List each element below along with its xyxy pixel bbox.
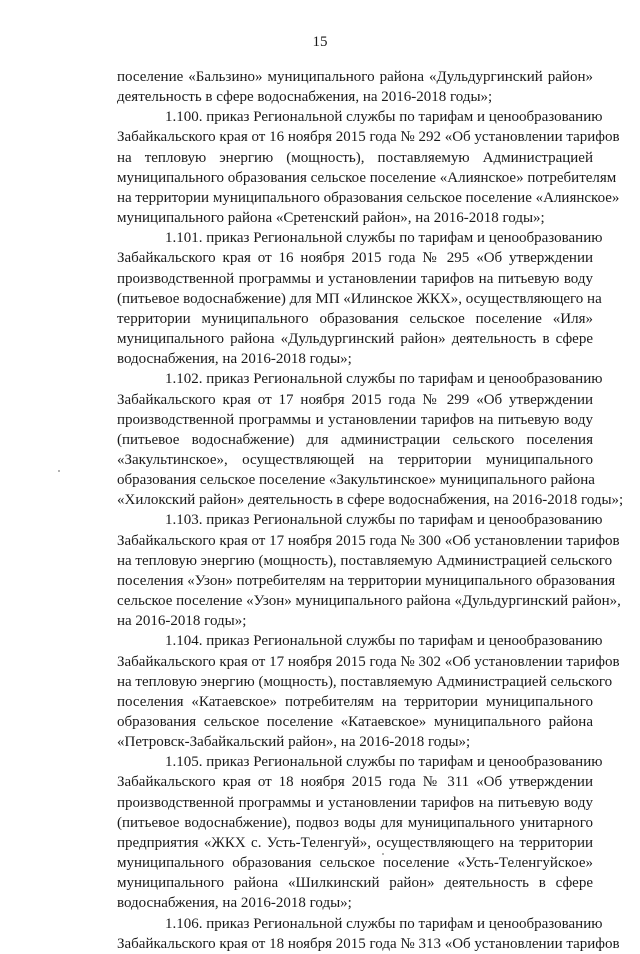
text-line: Забайкальского края от 17 ноября 2015 года № 302 «Об установлении тарифов bbox=[117, 653, 620, 670]
text-line: поселения «Узон» потребителям на территории муниципального образования bbox=[117, 572, 616, 589]
text-line: производственной программы и установлении тарифов на питьевую воду bbox=[117, 794, 593, 811]
text-line: сельское поселение «Узон» муниципального района «Дульдургинский район», bbox=[117, 593, 621, 610]
text-line: водоснабжения, на 2016-2018 годы»; bbox=[117, 351, 352, 368]
document-body bbox=[117, 67, 624, 954]
text-line: Забайкальского края от 16 ноября 2015 года № 292 «Об установлении тарифов bbox=[117, 129, 620, 146]
text-line: 1.103. приказ Региональной службы по тарифам и ценообразованию bbox=[165, 512, 603, 529]
page-number: 15 bbox=[312, 34, 328, 50]
text-line: на тепловую энергию (мощность), поставляемую Администрацией сельского bbox=[117, 673, 613, 690]
paragraph bbox=[117, 914, 620, 954]
text-line: муниципального образования сельское поселение «Алиянское» потребителям bbox=[117, 169, 617, 186]
text-line: 1.101. приказ Региональной службы по тарифам и ценообразованию bbox=[165, 230, 603, 247]
text-line: Забайкальского края от 16 ноября 2015 года № 295 «Об утверждении bbox=[117, 250, 593, 267]
text-line: 1.106. приказ Региональной службы по тарифам и ценообразованию bbox=[165, 915, 603, 932]
paragraph bbox=[117, 107, 620, 228]
text-line: поселения «Катаевское» потребителям на территории муниципального bbox=[117, 693, 593, 710]
text-line: образования сельское поселение «Закультинское» муниципального района bbox=[117, 472, 595, 489]
text-line: предприятия «ЖКХ с. Усть-Теленгуй», осуществляющего на территории bbox=[117, 834, 593, 851]
text-line: 1.104. приказ Региональной службы по тарифам и ценообразованию bbox=[165, 633, 603, 650]
text-line: (питьевое водоснабжение) для администрации сельского поселения bbox=[117, 431, 593, 448]
text-line: 1.102. приказ Региональной службы по тарифам и ценообразованию bbox=[165, 371, 603, 388]
text-line: водоснабжения, на 2016-2018 годы»; bbox=[117, 895, 352, 912]
paragraph bbox=[117, 67, 593, 107]
text-line: Забайкальского края от 18 ноября 2015 года № 313 «Об установлении тарифов bbox=[117, 935, 620, 952]
text-line: на территории муниципального образования сельское поселение «Алиянское» bbox=[117, 189, 620, 206]
scan-speck bbox=[382, 853, 384, 855]
paragraph bbox=[117, 510, 621, 631]
text-line: Забайкальского края от 18 ноября 2015 года № 311 «Об утверждении bbox=[117, 774, 593, 791]
text-line: «Хилокский район» деятельность в сфере водоснабжения, на 2016-2018 годы»; bbox=[117, 492, 624, 509]
text-line: на тепловую энергию (мощность), поставляемую Администрацией сельского bbox=[117, 552, 613, 569]
text-line: 1.100. приказ Региональной службы по тарифам и ценообразованию bbox=[165, 109, 603, 126]
text-line: «Петровск-Забайкальский район», на 2016-2018 годы»; bbox=[117, 734, 471, 751]
scan-speck bbox=[58, 470, 60, 472]
text-line: 1.105. приказ Региональной службы по тарифам и ценообразованию bbox=[165, 754, 603, 771]
text-line: производственной программы и установлении тарифов на питьевую воду bbox=[117, 411, 593, 428]
text-line: (питьевое водоснабжение) для МП «Илинское ЖКХ», осуществляющего на bbox=[117, 290, 602, 307]
text-line: муниципального района «Шилкинский район» деятельность в сфере bbox=[117, 875, 593, 892]
text-line: образования сельское поселение «Катаевское» муниципального района bbox=[117, 714, 593, 730]
text-line: на 2016-2018 годы»; bbox=[117, 613, 247, 630]
text-line: муниципального района «Дульдургинский район» деятельность в сфере bbox=[117, 331, 593, 348]
text-line: муниципального образования сельское поселение «Усть-Теленгуйское» bbox=[117, 855, 593, 872]
paragraph bbox=[117, 228, 603, 369]
text-line: территории муниципального образования сельское поселение «Иля» bbox=[117, 310, 593, 327]
text-line: деятельность в сфере водоснабжения, на 2016-2018 годы»; bbox=[117, 89, 493, 106]
text-line: поселение «Бальзино» муниципального района «Дульдургинский район» bbox=[117, 69, 593, 85]
paragraph bbox=[117, 369, 624, 510]
paragraph bbox=[117, 752, 603, 913]
text-line: производственной программы и установлении тарифов на питьевую воду bbox=[117, 270, 593, 287]
text-line: на тепловую энергию (мощность), поставляемую Администрацией bbox=[117, 149, 593, 166]
text-line: (питьевое водоснабжение), подвоз воды для муниципального унитарного bbox=[117, 814, 593, 831]
text-line: Забайкальского края от 17 ноября 2015 года № 300 «Об установлении тарифов bbox=[117, 532, 620, 549]
text-line: «Закультинское», осуществляющей на территории муниципального bbox=[117, 451, 593, 468]
text-line: муниципального района «Сретенский район», на 2016-2018 годы»; bbox=[117, 210, 545, 227]
paragraph bbox=[117, 631, 620, 752]
text-line: Забайкальского края от 17 ноября 2015 года № 299 «Об утверждении bbox=[117, 391, 593, 408]
